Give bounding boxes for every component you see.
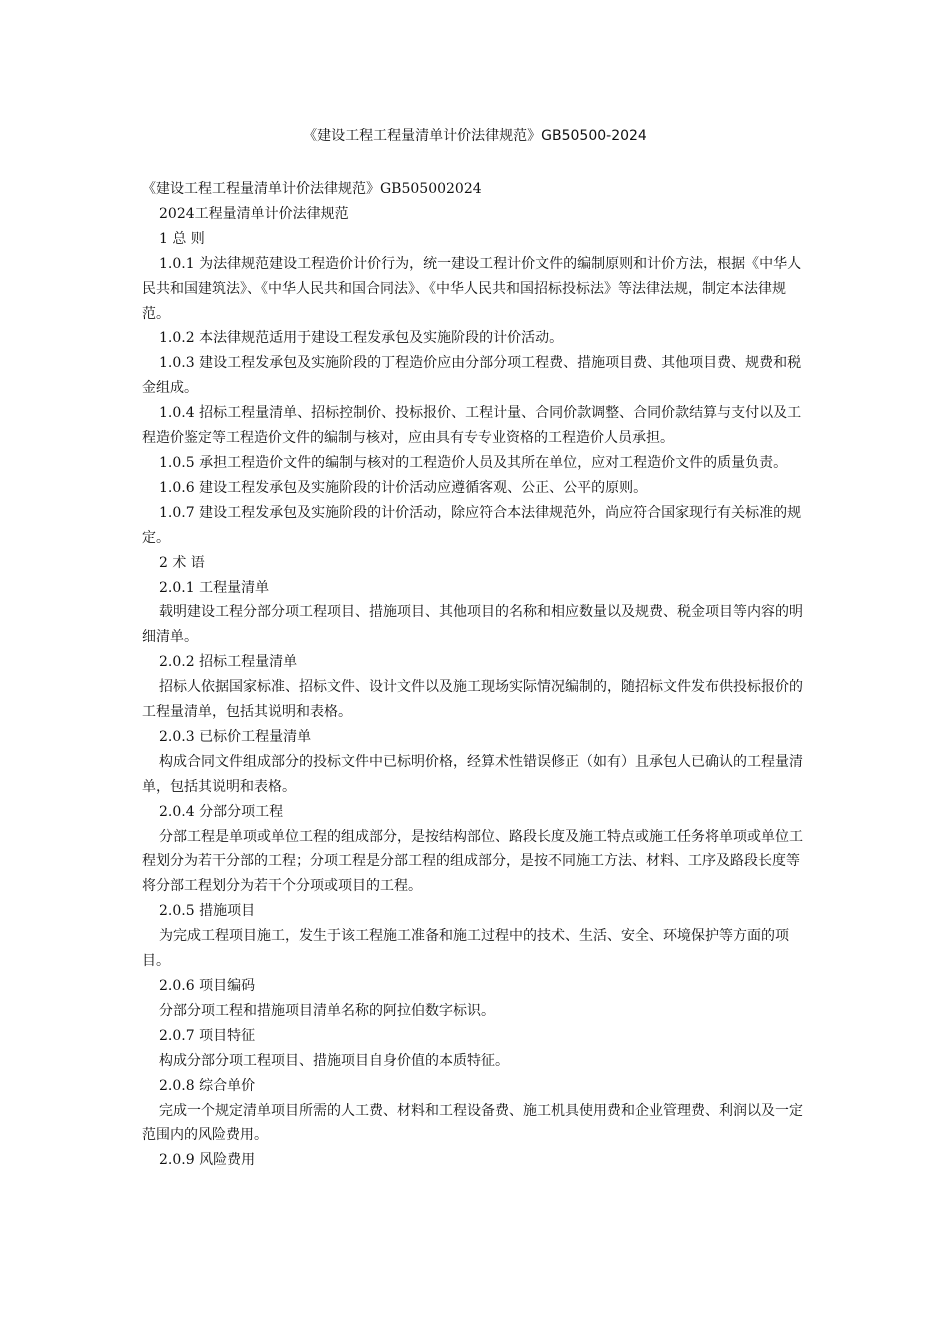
document-body [142, 177, 810, 1173]
term-heading: 2.0.6 项目编码 [159, 978, 256, 994]
paragraph: 1.0.5 承担工程造价文件的编制与核对的工程造价人员及其所在单位，应对工程造价文件的质量负责。 [159, 454, 788, 471]
term-definition: 招标人依据国家标准、招标文件、设计文件以及施工现场实际情况编制的，随招标文件发布供投标报价的工程量清单，包括其说明和表格。 [142, 679, 803, 721]
paragraph: 1.0.1 为法律规范建设工程造价计价行为，统一建设工程计价文件的编制原则和计价方法，根据《中华人民共和国建筑法》、《中华人民共和国合同法》、《中华人民共和国招标投标法》等法律法规，制定本法律规范。 [142, 255, 802, 322]
paragraph: 1.0.3 建设工程发承包及实施阶段的丁程造价应由分部分项工程费、措施项目费、其他项目费、规费和税金组成。 [142, 355, 802, 397]
term-definition: 完成一个规定清单项目所需的人工费、材料和工程设备费、施工机具使用费和企业管理费、利润以及一定范围内的风险费用。 [142, 1102, 803, 1144]
document-title: 《建设工程工程量清单计价法律规范》GB50500-2024 [303, 128, 647, 144]
term-heading: 2.0.4 分部分项工程 [159, 803, 284, 820]
term-definition: 为完成工程项目施工，发生于该工程施工准备和施工过程中的技术、生活、安全、环境保护等方面的项目。 [142, 928, 789, 970]
term-heading: 2.0.1 工程量清单 [159, 579, 270, 596]
paragraph: 1.0.6 建设工程发承包及实施阶段的计价活动应遵循客观、公正、公平的原则。 [159, 479, 648, 496]
term-heading: 2.0.7 项目特征 [159, 1027, 256, 1044]
paragraph: 2024工程量清单计价法律规范 [159, 205, 349, 222]
term-definition: 分部工程是单项或单位工程的组成部分，是按结构部位、路段长度及施工特点或施工任务将单项或单位工程划分为若干分部的工程；分项工程是分部工程的组成部分，是按不同施工方法、材料、工序及路段长度等将分部工程划分为若干个分项或项目的工程。 [142, 828, 803, 895]
term-definition: 构成分部分项工程项目、措施项目自身价值的本质特征。 [159, 1052, 509, 1069]
paragraph: 1.0.7 建设工程发承包及实施阶段的计价活动，除应符合本法律规范外，尚应符合国家现行有关标准的规定。 [142, 504, 802, 546]
term-definition: 载明建设工程分部分项工程项目、措施项目、其他项目的名称和相应数量以及规费、税金项目等内容的明细清单。 [142, 604, 803, 646]
term-heading: 2.0.2 招标工程量清单 [159, 654, 298, 671]
term-heading: 2.0.9 风险费用 [159, 1152, 256, 1169]
section-heading: 1 总 则 [159, 230, 205, 247]
term-definition: 构成合同文件组成部分的投标文件中已标明价格，经算术性错误修正（如有）且承包人已确认的工程量清单，包括其说明和表格。 [142, 753, 803, 795]
term-definition: 分部分项工程和措施项目清单名称的阿拉伯数字标识。 [159, 1002, 495, 1019]
paragraph: 1.0.2 本法律规范适用于建设工程发承包及实施阶段的计价活动。 [159, 330, 564, 347]
term-heading: 2.0.8 综合单价 [159, 1077, 256, 1094]
term-heading: 2.0.5 措施项目 [159, 903, 256, 920]
section-heading: 2 术 语 [159, 554, 205, 571]
paragraph: 1.0.4 招标工程量清单、招标控制价、投标报价、工程计量、合同价款调整、合同价款结算与支付以及工程造价鉴定等工程造价文件的编制与核对，应由具有专专业资格的工程造价人员承担。 [142, 405, 802, 447]
paragraph: 《建设工程工程量清单计价法律规范》GB505002024 [142, 181, 482, 197]
term-heading: 2.0.3 已标价工程量清单 [159, 728, 312, 745]
